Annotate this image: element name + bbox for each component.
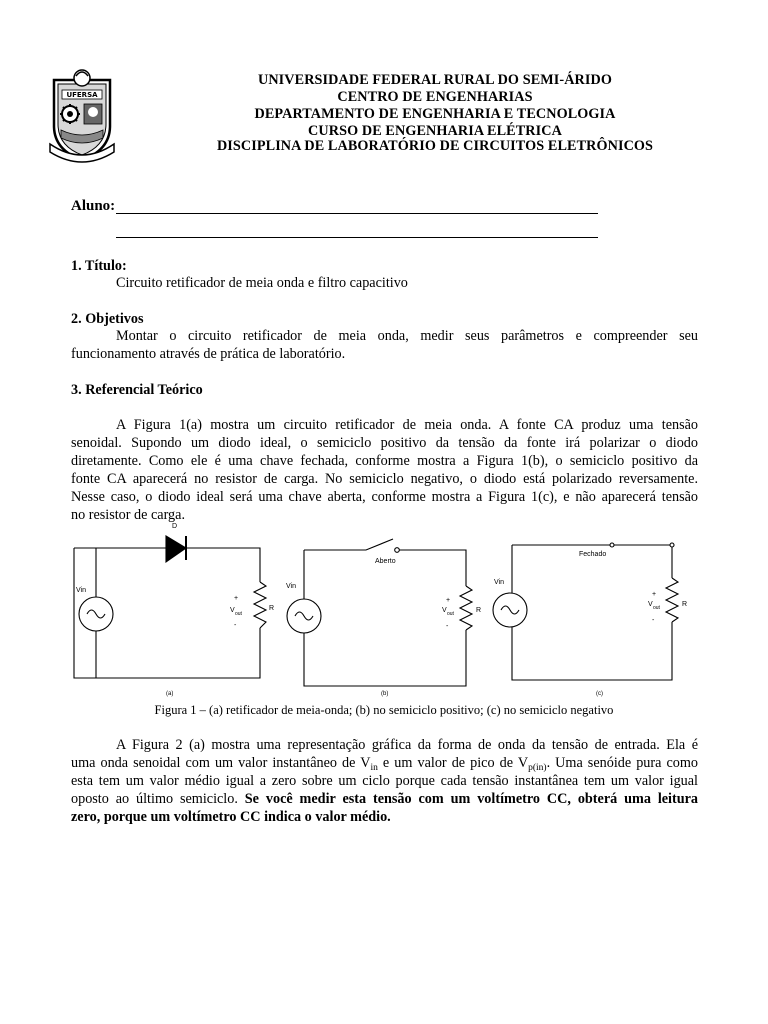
para2-line-1: A Figura 2 (a) mostra uma representação gráfica da forma de onda da tensão de entrada. Ela é <box>116 737 698 753</box>
header-course: CURSO DE ENGENHARIA ELÉTRICA <box>308 123 562 139</box>
para2-line-3: esta tem um valor médio igual a zero sobre um ciclo porque cada tensão instantânea tem um valor igual <box>71 773 698 789</box>
panel-a-vout-v: V <box>230 607 235 614</box>
objectives-line-2: funcionamento através de prática de laboratório. <box>71 346 346 362</box>
panel-b-r-label: R <box>476 607 482 614</box>
panel-a-plus: + <box>234 595 239 602</box>
para2-line-2: uma onda senoidal com um valor instantâneo de $V_{in}$ e um valor de pico de $V_{p(in)}$. Uma senóide pura como <box>71 755 699 773</box>
theory-line-3: diretamente. Como ele é uma chave fechada, conforme mostra a Figura 1(b), o semiciclo positivo da <box>71 453 698 469</box>
panel-a-r-label: R <box>269 605 275 612</box>
panel-b-minus: - <box>446 623 449 630</box>
panel-c-vin-label: Vin <box>494 579 504 586</box>
figure-1-caption: Figura 1 – (a) retificador de meia-onda; (b) no semiciclo positivo; (c) no semiciclo negativo <box>154 703 614 717</box>
header-university: UNIVERSIDADE FEDERAL RURAL DO SEMI-ÁRIDO <box>257 72 612 88</box>
university-seal <box>48 66 116 164</box>
panel-b-vout-v: V <box>442 607 447 614</box>
panel-c-r-label: R <box>682 601 688 608</box>
panel-a-diode-label: D <box>172 523 178 530</box>
section-theory-heading: 3. Referencial Teórico <box>71 382 203 398</box>
panel-c-plus: + <box>652 591 657 598</box>
theory-line-2: senoidal. Supondo um diodo ideal, o semiciclo positivo da tensão da fonte irá polarizar o diodo <box>71 435 698 451</box>
objectives-line-1: Montar o circuito retificador de meia onda, medir seus parâmetros e compreender seu <box>116 328 698 344</box>
panel-b-open-switch <box>286 539 481 697</box>
header-discipline: DISCIPLINA DE LABORATÓRIO DE CIRCUITOS ELETRÔNICOS <box>216 138 654 154</box>
panel-b-caption: (b) <box>381 691 389 697</box>
panel-a-vin-label: Vin <box>76 587 86 594</box>
panel-b-vin-label: Vin <box>286 583 296 590</box>
panel-a-minus: - <box>234 622 237 629</box>
panel-c-minus: - <box>652 617 655 624</box>
theory-line-6: no resistor de carga. <box>71 507 185 523</box>
figure-1-circuits <box>66 523 702 700</box>
panel-b-plus: + <box>446 597 451 604</box>
panel-a-vout-sub: out <box>235 611 242 617</box>
header-center: CENTRO DE ENGENHARIAS <box>337 89 533 105</box>
student-name-line-1[interactable] <box>116 213 598 214</box>
student-name-line-2[interactable] <box>116 237 598 238</box>
header-department: DEPARTAMENTO DE ENGENHARIA E TECNOLOGIA <box>254 106 616 122</box>
para2-line-4: oposto ao último semiciclo. Se você medir esta tensão com um voltímetro CC, obterá uma leitura <box>71 791 699 807</box>
theory-line-4: fonte CA aparecerá no resistor de carga. No semiciclo negativo, o diodo está polarizado reversamente. <box>71 471 698 487</box>
section-objectives-heading: 2. Objetivos <box>71 311 144 327</box>
section-title-heading: 1. Título: <box>71 258 127 274</box>
panel-c-vout-v: V <box>648 601 653 608</box>
panel-b-switch-label: Aberto <box>375 558 396 565</box>
panel-c-vout-sub: out <box>653 605 660 611</box>
panel-c-caption: (c) <box>596 691 603 697</box>
panel-b-vout-sub: out <box>447 611 454 617</box>
panel-a-caption: (a) <box>166 691 174 697</box>
panel-c-closed-switch <box>493 543 687 697</box>
theory-line-1: A Figura 1(a) mostra um circuito retificador de meia onda. A fonte CA produz uma tensão <box>116 417 698 433</box>
panel-c-switch-label: Fechado <box>579 551 607 558</box>
theory-line-5: Nesse caso, o diodo ideal será uma chave aberta, conforme mostra a Figura 1(c), e não aparecerá tensão <box>71 489 698 505</box>
student-label: Aluno: <box>71 198 116 214</box>
para2-line-5: zero, porque um voltímetro CC indica o valor médio. <box>71 809 391 825</box>
svg-text:UFERSA: UFERSA <box>66 91 98 99</box>
panel-a-half-wave-rectifier <box>74 523 274 697</box>
section-title-text: Circuito retificador de meia onda e filtro capacitivo <box>116 275 408 291</box>
